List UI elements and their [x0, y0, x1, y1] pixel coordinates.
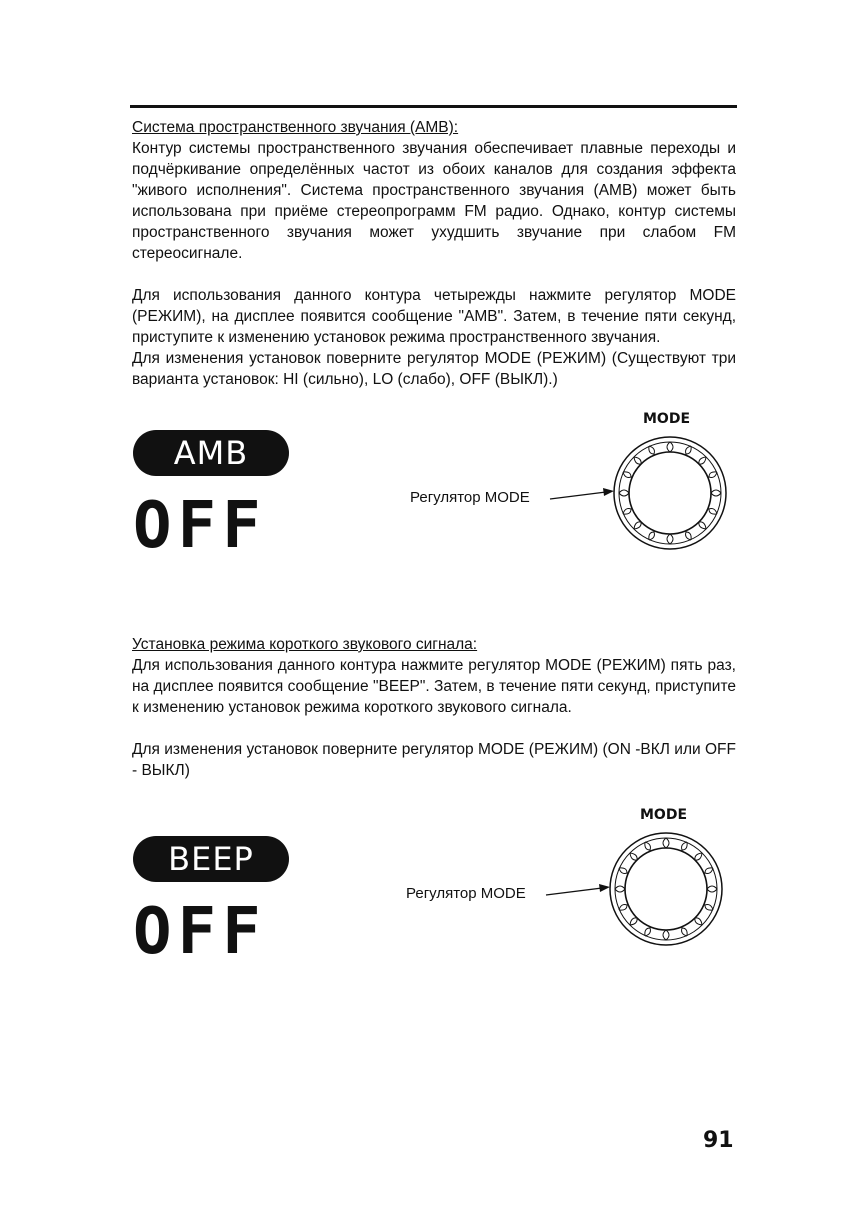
beep-knob-caption: Регулятор MODE: [406, 885, 526, 902]
beep-section: [132, 634, 736, 781]
amb-paragraph-1: Контур системы пространственного звучания обеспечивает плавные переходы и подчёркивание определённых частот из обоих каналов для создания эффекта "живого исполнения". Система пространственного звучания (AMB) может быть использована при приёме стереопрограмм FM радио. Однако, контур системы пространственного звучания может ухудшить звучание при слабом FM стереосигнале.: [132, 140, 736, 262]
beep-mode-knob-icon: [608, 831, 724, 947]
amb-display: [133, 430, 289, 563]
amb-arrow-icon: [548, 486, 618, 506]
page-number: 91: [703, 1128, 734, 1153]
amb-mode-knob-icon: [612, 435, 728, 551]
beep-display-label: BEEP: [133, 836, 289, 882]
amb-section: [132, 117, 736, 390]
amb-display-value: OFF: [133, 489, 267, 563]
amb-knob-caption: Регулятор MODE: [410, 489, 530, 506]
beep-display: [133, 836, 289, 969]
beep-paragraph-1: Для использования данного контура нажмите регулятор MODE (РЕЖИМ) пять раз, на дисплее появится сообщение "BEEP". Затем, в течение пяти секунд, приступите к изменению установок режима короткого звукового сигнала.: [132, 657, 737, 716]
beep-display-value: OFF: [133, 895, 267, 969]
top-rule: [130, 105, 737, 108]
amb-knob-title: MODE: [643, 411, 691, 427]
amb-paragraph-3: Для изменения установок поверните регулятор MODE (РЕЖИМ) (Существуют три варианта установок: HI (сильно), LO (слабо), OFF (ВЫКЛ).): [132, 350, 736, 388]
amb-paragraph-2: Для использования данного контура четырежды нажмите регулятор MODE (РЕЖИМ), на дисплее появится сообщение "AMB". Затем, в течение пяти секунд, приступите к изменению установок режима пространственного звучания.: [132, 287, 736, 346]
amb-display-label: AMB: [133, 430, 289, 476]
beep-heading: Установка режима короткого звукового сигнала:: [132, 636, 478, 653]
beep-paragraph-2: Для изменения установок поверните регулятор MODE (РЕЖИМ) (ON -ВКЛ или OFF - ВЫКЛ): [132, 741, 736, 779]
beep-knob-title: MODE: [640, 807, 688, 823]
beep-arrow-icon: [544, 882, 614, 902]
amb-heading: Система пространственного звучания (AMB):: [132, 119, 459, 136]
